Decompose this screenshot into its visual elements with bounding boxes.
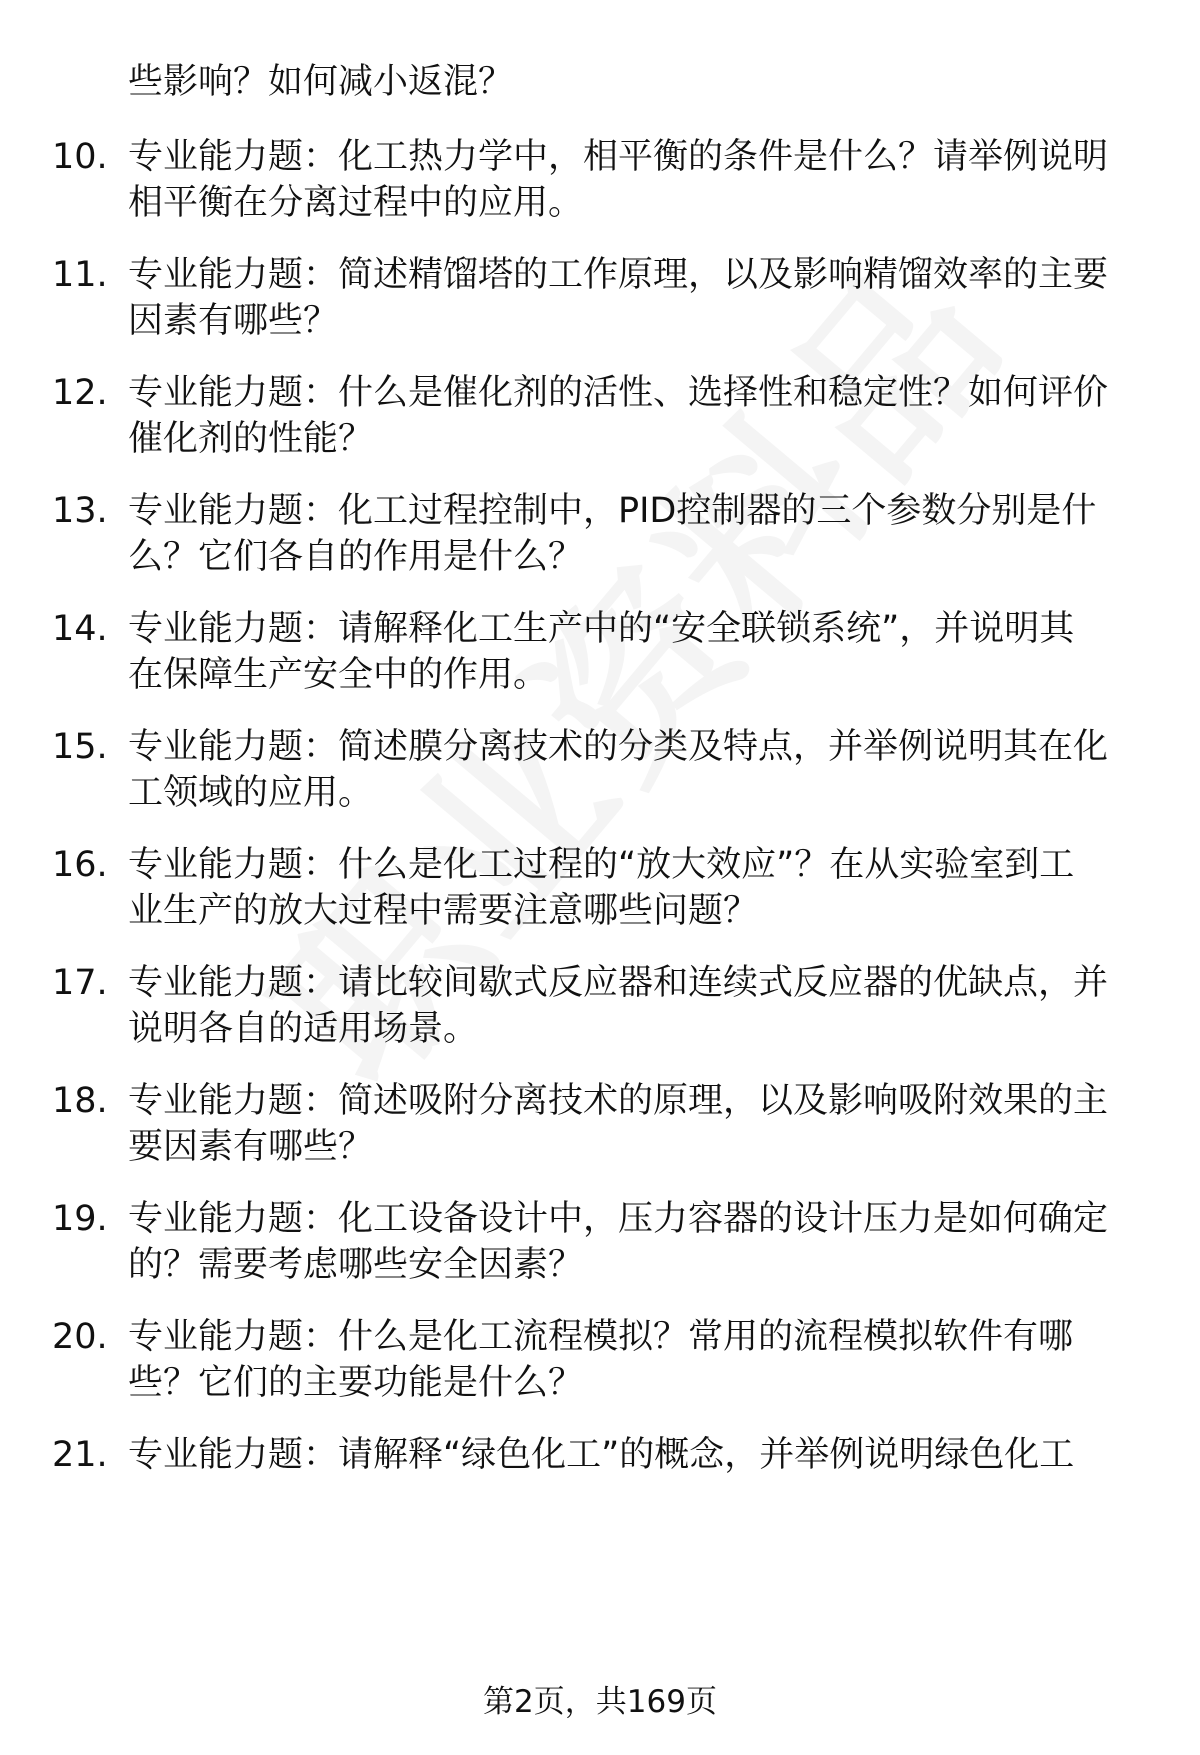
question-text: 说明各自的适用场景。 [128, 1009, 479, 1049]
question-number: 10. [52, 137, 108, 177]
question-item-12 [0, 369, 1200, 479]
question-text: 专业能力题：化工设备设计中，压力容器的设计压力是如何确定 [128, 1199, 1109, 1239]
question-item-10 [0, 133, 1200, 243]
question-number: 12. [52, 373, 108, 413]
question-text: 工领域的应用。 [128, 773, 374, 813]
question-item-18 [0, 1077, 1200, 1187]
question-number: 11. [52, 255, 108, 295]
question-number: 19. [52, 1199, 108, 1239]
question-number: 21. [52, 1435, 108, 1475]
question-number: 16. [52, 845, 108, 885]
question-number: 20. [52, 1317, 108, 1357]
question-text: 专业能力题：简述精馏塔的工作原理，以及影响精馏效率的主要 [128, 255, 1109, 295]
question-item-20 [0, 1313, 1200, 1423]
page-number-footer: 第2页，共169页 [483, 1684, 717, 1720]
question-number: 14. [52, 609, 108, 649]
question-text: 么？它们各自的作用是什么？ [128, 537, 584, 577]
question-number: 13. [52, 491, 108, 531]
question-text: 因素有哪些？ [128, 301, 339, 341]
question-number: 18. [52, 1081, 108, 1121]
question-item-19 [0, 1195, 1200, 1305]
question-text: 专业能力题：简述膜分离技术的分类及特点，并举例说明其在化 [128, 727, 1109, 767]
question-text: 专业能力题：什么是化工流程模拟？常用的流程模拟软件有哪 [128, 1317, 1074, 1357]
question-item-11 [0, 251, 1200, 361]
question-text: 的？需要考虑哪些安全因素？ [128, 1245, 584, 1285]
question-text: 专业能力题：什么是催化剂的活性、选择性和稳定性？如何评价 [128, 373, 1109, 413]
question-text: 催化剂的性能？ [128, 419, 374, 459]
continuation-text: 些影响？如何减小返混？ [128, 62, 514, 102]
question-text: 专业能力题：化工过程控制中，PID控制器的三个参数分别是什 [128, 491, 1097, 531]
question-text: 专业能力题：请比较间歇式反应器和连续式反应器的优缺点，并 [128, 963, 1109, 1003]
question-text: 相平衡在分离过程中的应用。 [128, 183, 584, 223]
question-item-14 [0, 605, 1200, 715]
question-text: 在保障生产安全中的作用。 [128, 655, 549, 695]
question-text: 专业能力题：请解释化工生产中的“安全联锁系统”，并说明其 [128, 609, 1075, 649]
question-text: 专业能力题：化工热力学中，相平衡的条件是什么？请举例说明 [128, 137, 1109, 177]
question-number: 17. [52, 963, 108, 1003]
question-text: 专业能力题：请解释“绿色化工”的概念，并举例说明绿色化工 [128, 1435, 1075, 1475]
question-text: 要因素有哪些？ [128, 1127, 374, 1167]
question-text: 专业能力题：什么是化工过程的“放大效应”？在从实验室到工 [128, 845, 1075, 885]
question-item-17 [0, 959, 1200, 1069]
question-text: 些？它们的主要功能是什么？ [128, 1363, 584, 1403]
question-item-15 [0, 723, 1200, 833]
question-number: 15. [52, 727, 108, 767]
question-item-21 [0, 1431, 1200, 1541]
question-text: 专业能力题：简述吸附分离技术的原理，以及影响吸附效果的主 [128, 1081, 1109, 1121]
question-item-16 [0, 841, 1200, 951]
question-text: 业生产的放大过程中需要注意哪些问题？ [128, 891, 759, 931]
question-item-13 [0, 487, 1200, 597]
